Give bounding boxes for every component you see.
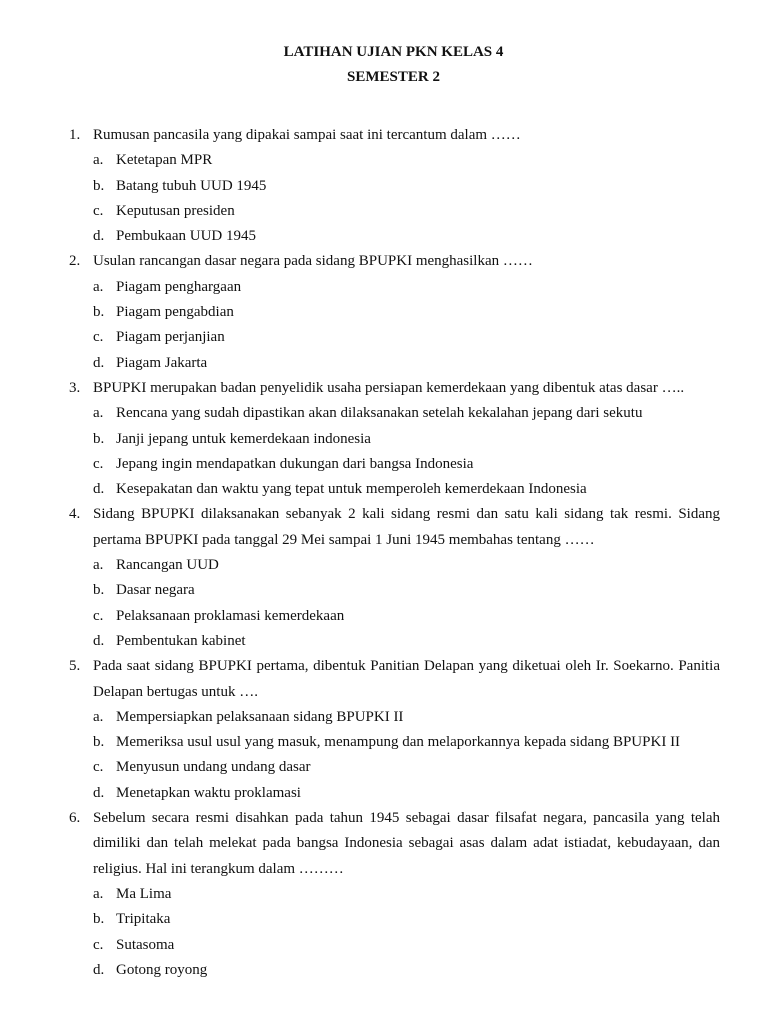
option-d [93,781,720,806]
option-c [93,452,720,477]
question-3 [67,376,720,502]
option-letter: c. [93,455,104,472]
option-text: Pembukaan UUD 1945 [116,228,256,245]
option-text: Rencana yang sudah dipastikan akan dilaksanakan setelah kekalahan jepang dari sekutu [116,405,643,422]
question-text: BPUPKI merupakan badan penyelidik usaha persiapan kemerdekaan yang dibentuk atas dasar ….. [93,379,685,396]
question-text: Pada saat sidang BPUPKI pertama, dibentuk Panitian Delapan yang diketuai oleh Ir. Soekarno. Panitia Delapan bertugas untuk …. [93,658,720,700]
option-a [93,553,720,578]
option-letter: a. [93,885,104,902]
option-letter: a. [93,708,104,725]
option-text: Memeriksa usul usul yang masuk, menampung dan melaporkannya kepada sidang BPUPKI II [116,734,681,751]
option-text: Sutasoma [116,936,175,953]
question-text: Usulan rancangan dasar negara pada sidang BPUPKI menghasilkan …… [93,253,533,270]
option-letter: d. [93,481,105,498]
option-text: Ketetapan MPR [116,152,213,169]
option-letter: b. [93,911,105,928]
option-letter: a. [93,152,104,169]
option-text: Menetapkan waktu proklamasi [116,784,301,801]
option-letter: d. [93,228,105,245]
option-b [93,578,720,603]
option-text: Dasar negara [116,582,195,599]
option-text: Rancangan UUD [116,557,219,574]
option-letter: c. [93,936,104,953]
question-6 [67,806,720,983]
question-number: 6. [69,810,81,827]
option-list [93,882,720,983]
option-d [93,224,720,249]
option-a [93,401,720,426]
option-text: Tripitaka [116,911,171,928]
option-b [93,730,720,755]
option-list [93,275,720,376]
option-d [93,958,720,983]
option-letter: d. [93,784,105,801]
option-list [93,401,720,502]
option-letter: d. [93,632,105,649]
option-c [93,604,720,629]
option-letter: d. [93,961,105,978]
option-c [93,199,720,224]
question-1 [67,123,720,249]
option-d [93,477,720,502]
page-title: LATIHAN UJIAN PKN KELAS 4 [283,44,504,60]
option-text: Piagam penghargaan [116,278,242,295]
option-list [93,148,720,249]
question-5 [67,654,720,806]
option-b [93,907,720,932]
option-letter: a. [93,405,104,422]
option-letter: b. [93,430,105,447]
option-letter: c. [93,329,104,346]
option-text: Keputusan presiden [116,202,235,219]
option-b [93,300,720,325]
question-2 [67,249,720,375]
option-letter: c. [93,202,104,219]
option-text: Pelaksanaan proklamasi kemerdekaan [116,607,345,624]
option-letter: b. [93,582,105,599]
question-text: Sidang BPUPKI dilaksanakan sebanyak 2 kali sidang resmi dan satu kali sidang tak resmi. Sidang pertama BPUPKI pada tanggal 29 Mei sampai 1 Juni 1945 membahas tentang …… [93,506,720,548]
question-number: 5. [69,658,81,675]
option-letter: a. [93,557,104,574]
option-a [93,882,720,907]
question-4 [67,502,720,654]
option-letter: b. [93,734,105,751]
question-text: Sebelum secara resmi disahkan pada tahun 1945 sebagai dasar filsafat negara, pancasila yang telah dimiliki dan telah melekat pada bangsa Indonesia sebagai asas dalam adat istiadat, kebudayaan, dan religius. Hal ini terangkum dalam ……… [93,810,720,877]
option-letter: c. [93,607,104,624]
question-list [67,123,720,983]
page-subtitle: SEMESTER 2 [347,69,440,85]
option-c [93,933,720,958]
option-d [93,629,720,654]
option-letter: d. [93,354,105,371]
option-text: Gotong royong [116,961,208,978]
option-text: Kesepakatan dan waktu yang tepat untuk memperoleh kemerdekaan Indonesia [116,481,587,498]
option-text: Batang tubuh UUD 1945 [116,177,267,194]
option-text: Piagam Jakarta [116,354,208,371]
option-c [93,325,720,350]
option-c [93,755,720,780]
option-list [93,705,720,806]
option-b [93,427,720,452]
option-text: Piagam perjanjian [116,329,225,346]
option-text: Jepang ingin mendapatkan dukungan dari bangsa Indonesia [116,455,474,472]
option-list [93,553,720,654]
question-text: Rumusan pancasila yang dipakai sampai saat ini tercantum dalam …… [93,127,521,143]
option-text: Pembentukan kabinet [116,632,246,649]
option-a [93,148,720,173]
question-number: 1. [69,127,81,143]
option-a [93,275,720,300]
option-text: Mempersiapkan pelaksanaan sidang BPUPKI II [116,708,404,725]
option-text: Ma Lima [116,885,172,902]
option-letter: a. [93,278,104,295]
option-text: Janji jepang untuk kemerdekaan indonesia [116,430,371,447]
question-number: 3. [69,379,81,396]
option-b [93,174,720,199]
option-letter: c. [93,759,104,776]
option-text: Menyusun undang undang dasar [116,759,311,776]
document-header [67,0,720,90]
option-text: Piagam pengabdian [116,304,234,321]
question-number: 4. [69,506,81,523]
option-d [93,351,720,376]
option-letter: b. [93,304,105,321]
question-number: 2. [69,253,81,270]
option-letter: b. [93,177,105,194]
option-a [93,705,720,730]
